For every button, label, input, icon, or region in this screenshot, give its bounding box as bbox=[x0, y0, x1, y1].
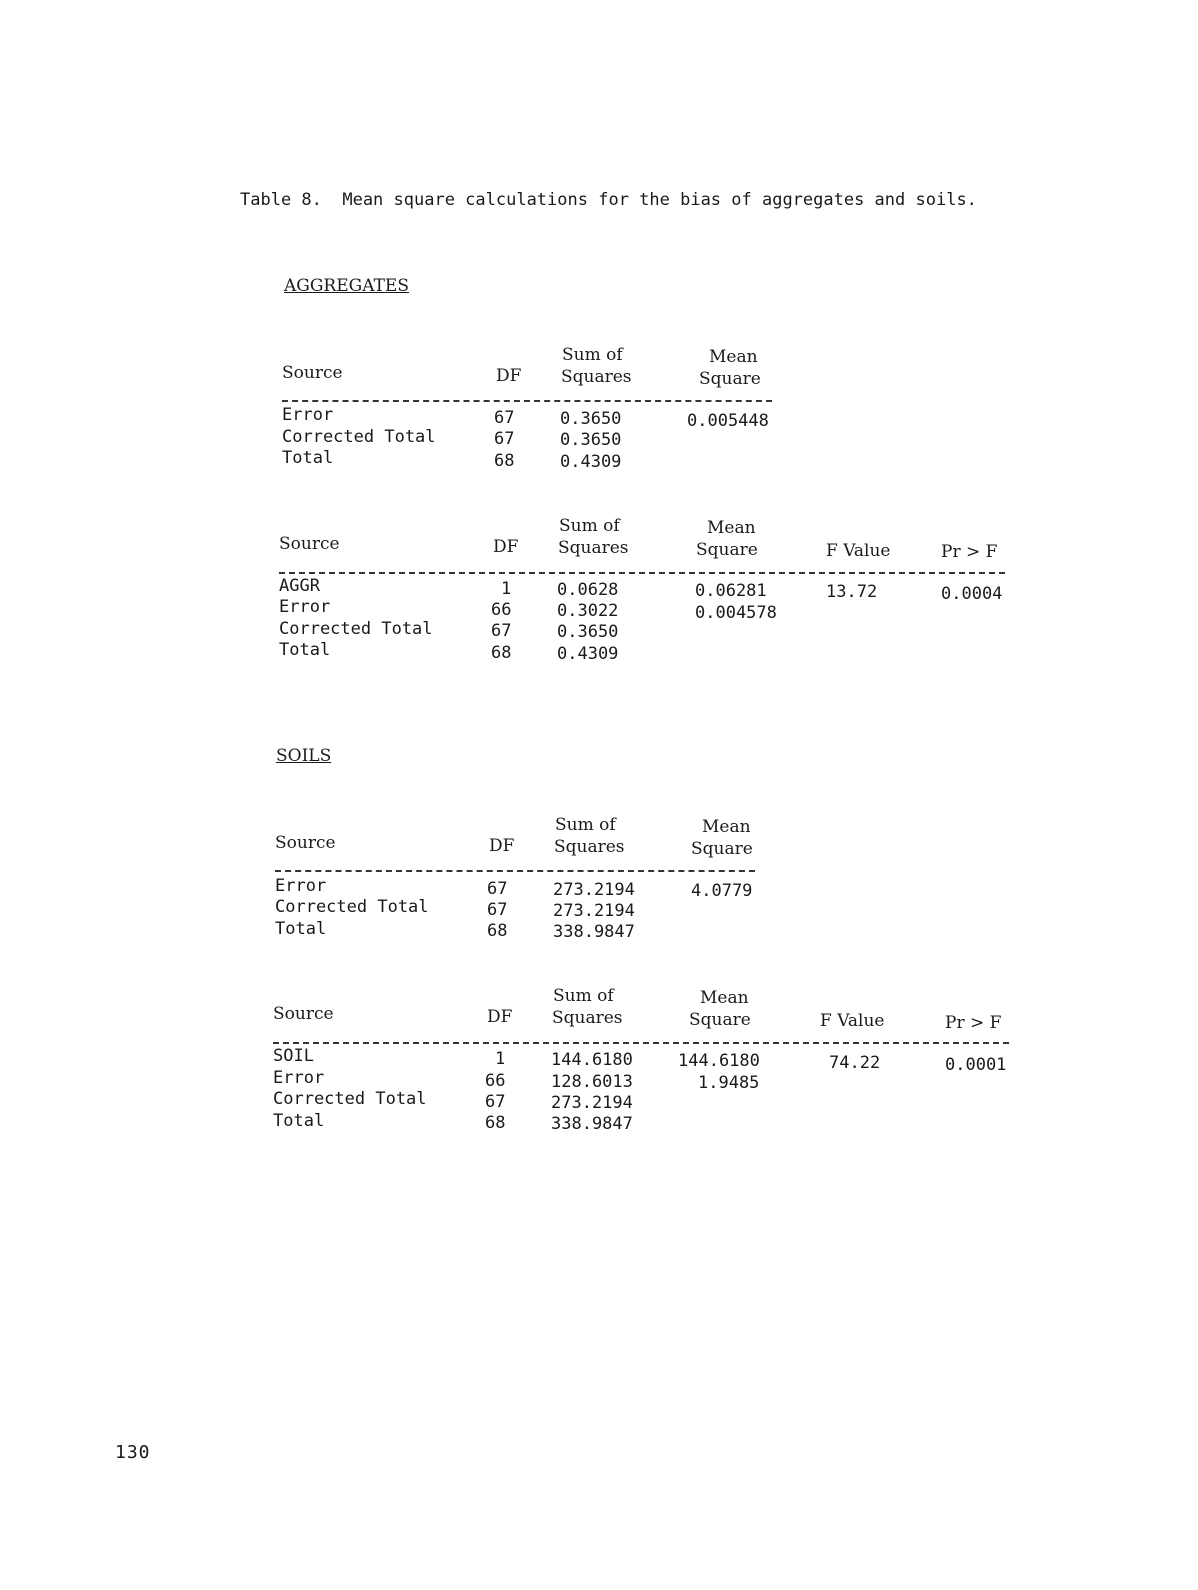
table-row-ss: 0.4309 bbox=[557, 644, 619, 664]
table-row-f: 13.72 bbox=[826, 582, 878, 602]
table-row-source: Total bbox=[273, 1111, 325, 1131]
header-source: Source bbox=[273, 1004, 334, 1024]
table-row-df: 68 bbox=[485, 1113, 506, 1133]
header-f-value: F Value bbox=[826, 541, 891, 561]
table-row-source: Total bbox=[279, 640, 331, 660]
header-df: DF bbox=[496, 366, 522, 386]
header-source: Source bbox=[282, 363, 343, 383]
table-row-ss: 338.9847 bbox=[553, 922, 635, 942]
table-row-ss: 338.9847 bbox=[551, 1114, 633, 1134]
table-row-ss: 0.4309 bbox=[560, 452, 622, 472]
table-row-ss: 273.2194 bbox=[551, 1093, 633, 1113]
header-ms-top: Mean bbox=[700, 988, 749, 1008]
table-row-df: 1 bbox=[495, 1049, 506, 1069]
header-ss-top: Sum of bbox=[555, 815, 616, 835]
table-row-ss: 0.3650 bbox=[560, 409, 622, 429]
header-divider bbox=[275, 870, 755, 872]
header-ms-top: Mean bbox=[702, 817, 751, 837]
table-row-df: 67 bbox=[487, 900, 508, 920]
table-row-ss: 273.2194 bbox=[553, 880, 635, 900]
table-row-ss: 0.3650 bbox=[560, 430, 622, 450]
header-divider bbox=[279, 572, 1005, 574]
table-row-ms: 0.004578 bbox=[695, 603, 777, 623]
table-row-df: 68 bbox=[487, 921, 508, 941]
table-row-df: 67 bbox=[494, 429, 515, 449]
header-ss-top: Sum of bbox=[562, 345, 623, 365]
header-ss-bottom: Squares bbox=[561, 367, 632, 387]
header-ss-bottom: Squares bbox=[552, 1008, 623, 1028]
table-row-p: 0.0004 bbox=[941, 584, 1003, 604]
header-df: DF bbox=[489, 836, 515, 856]
table-row-source: Error bbox=[279, 597, 331, 617]
table-row-source: Error bbox=[273, 1068, 325, 1088]
table-row-ms: 1.9485 bbox=[698, 1073, 760, 1093]
header-divider bbox=[273, 1042, 1009, 1044]
section-heading-aggregates: AGGREGATES bbox=[284, 276, 409, 296]
header-source: Source bbox=[279, 534, 340, 554]
table-row-ms: 4.0779 bbox=[691, 881, 753, 901]
table-row-source: Corrected Total bbox=[275, 897, 429, 917]
table-row-source: Error bbox=[282, 405, 334, 425]
table-row-source: SOIL bbox=[273, 1046, 314, 1066]
table-row-df: 67 bbox=[487, 879, 508, 899]
header-ss-bottom: Squares bbox=[554, 837, 625, 857]
table-row-ss: 128.6013 bbox=[551, 1072, 633, 1092]
table-row-ss: 273.2194 bbox=[553, 901, 635, 921]
table-row-df: 68 bbox=[494, 451, 515, 471]
table-row-p: 0.0001 bbox=[945, 1055, 1007, 1075]
header-ss-top: Sum of bbox=[553, 986, 614, 1006]
table-row-df: 66 bbox=[491, 600, 512, 620]
table-row-df: 67 bbox=[485, 1092, 506, 1112]
header-ss-top: Sum of bbox=[559, 516, 620, 536]
table-row-df: 1 bbox=[501, 579, 512, 599]
header-ss-bottom: Squares bbox=[558, 538, 629, 558]
table-row-source: Total bbox=[275, 919, 327, 939]
table-row-f: 74.22 bbox=[829, 1053, 881, 1073]
table-row-df: 67 bbox=[491, 621, 512, 641]
header-f-value: F Value bbox=[820, 1011, 885, 1031]
table-row-ss: 0.0628 bbox=[557, 580, 619, 600]
header-pr-f: Pr > F bbox=[945, 1013, 1002, 1033]
header-df: DF bbox=[487, 1007, 513, 1027]
table-row-ss: 0.3022 bbox=[557, 601, 619, 621]
page-number: 130 bbox=[115, 1442, 151, 1463]
table-row-source: AGGR bbox=[279, 576, 320, 596]
table-row-df: 68 bbox=[491, 643, 512, 663]
table-row-ss: 144.6180 bbox=[551, 1050, 633, 1070]
table-row-ms: 144.6180 bbox=[678, 1051, 760, 1071]
header-divider bbox=[282, 400, 772, 402]
table-row-source: Total bbox=[282, 448, 334, 468]
header-ms-top: Mean bbox=[707, 518, 756, 538]
header-source: Source bbox=[275, 833, 336, 853]
table-row-ms: 0.005448 bbox=[687, 411, 769, 431]
header-ms-bottom: Square bbox=[699, 369, 761, 389]
header-ms-bottom: Square bbox=[696, 540, 758, 560]
header-ms-bottom: Square bbox=[691, 839, 753, 859]
table-row-ms: 0.06281 bbox=[695, 581, 767, 601]
table-row-source: Error bbox=[275, 876, 327, 896]
table-row-source: Corrected Total bbox=[282, 427, 436, 447]
header-ms-bottom: Square bbox=[689, 1010, 751, 1030]
section-heading-soils: SOILS bbox=[276, 746, 332, 766]
table-row-df: 66 bbox=[485, 1071, 506, 1091]
header-ms-top: Mean bbox=[709, 347, 758, 367]
table-row-source: Corrected Total bbox=[279, 619, 433, 639]
header-pr-f: Pr > F bbox=[941, 542, 998, 562]
table-row-df: 67 bbox=[494, 408, 515, 428]
table-row-ss: 0.3650 bbox=[557, 622, 619, 642]
table-caption: Table 8. Mean square calculations for the bias of aggregates and soils. bbox=[240, 190, 977, 210]
table-row-source: Corrected Total bbox=[273, 1089, 427, 1109]
header-df: DF bbox=[493, 537, 519, 557]
